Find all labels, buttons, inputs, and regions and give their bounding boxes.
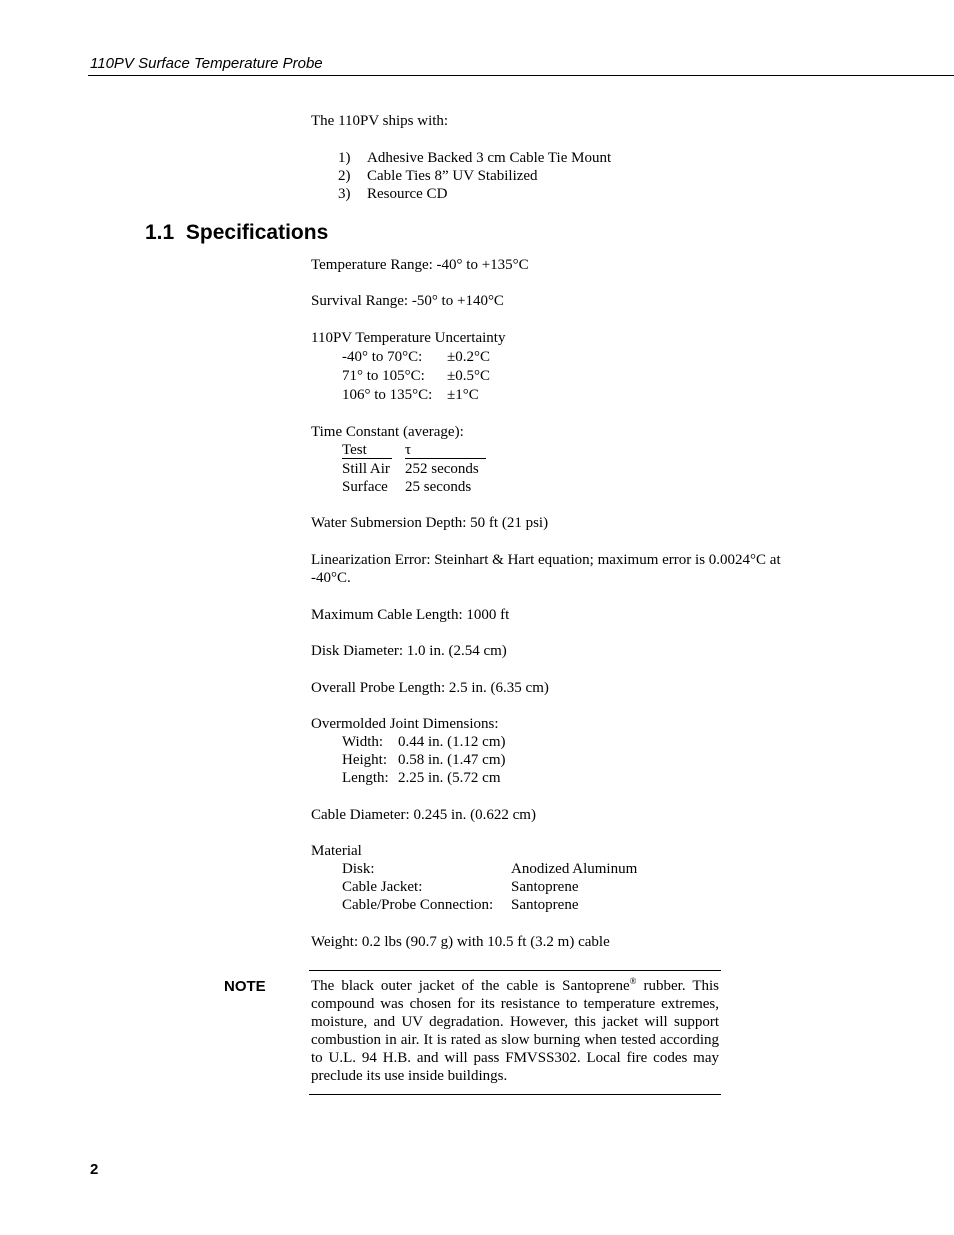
joint-dimension-label: Height: — [342, 752, 387, 768]
disk-diameter: Disk Diameter: 1.0 in. (2.54 cm) — [311, 643, 507, 659]
list-item: Adhesive Backed 3 cm Cable Tie Mount — [367, 150, 612, 166]
linearization-error-continued: -40°C. — [311, 570, 351, 586]
material-part: Cable/Probe Connection: — [342, 897, 494, 913]
time-constant-value: 252 seconds — [405, 461, 479, 477]
time-constant-heading: Time Constant (average): — [311, 424, 464, 440]
joint-dimensions-heading: Overmolded Joint Dimensions: — [311, 716, 499, 732]
list-item-number: 1) — [338, 150, 351, 166]
page-number: 2 — [90, 1161, 99, 1178]
survival-range: Survival Range: -50° to +140°C — [311, 293, 504, 309]
joint-dimension-label: Width: — [342, 734, 384, 750]
note-top-rule — [309, 970, 721, 971]
list-item: Cable Ties 8” UV Stabilized — [367, 168, 538, 184]
cable-diameter: Cable Diameter: 0.245 in. (0.622 cm) — [311, 807, 536, 823]
time-constant-value: 25 seconds — [405, 479, 472, 495]
section-heading — [145, 219, 328, 247]
weight: Weight: 0.2 lbs (90.7 g) with 10.5 ft (3.2 m) cable — [311, 934, 610, 950]
section-number: 1.1 — [145, 221, 175, 244]
linearization-error: Linearization Error: Steinhart & Hart equation; maximum error is 0.0024°C at — [311, 552, 781, 568]
material-value: Anodized Aluminum — [511, 861, 638, 877]
joint-dimension-value: 0.58 in. (1.47 cm) — [398, 752, 506, 768]
material-value: Santoprene — [511, 879, 579, 895]
note-text: The black outer jacket of the cable is Santoprene® rubber. This compound was chosen for its resistance to temperature extremes, moisture, and UV degradation. However, this jacket will support combustion in air. It is rated as slow burning when tested according to U.L. 94 H.B. and will pass FMVSS302. Local fire codes may preclude its use inside buildings. — [311, 976, 719, 1084]
note-bottom-rule — [309, 1094, 721, 1095]
material-part: Cable Jacket: — [342, 879, 423, 895]
joint-dimension-label: Length: — [342, 770, 389, 786]
uncertainty-range: 71° to 105°C: — [342, 368, 425, 384]
time-constant-column-tau: τ — [405, 441, 486, 459]
note-label: NOTE — [224, 978, 266, 995]
joint-dimension-value: 0.44 in. (1.12 cm) — [398, 734, 506, 750]
time-constant-test: Surface — [342, 479, 388, 495]
temperature-range: Temperature Range: -40° to +135°C — [311, 257, 529, 273]
uncertainty-value: ±0.2°C — [447, 349, 490, 365]
water-submersion-depth: Water Submersion Depth: 50 ft (21 psi) — [311, 515, 549, 531]
uncertainty-range: -40° to 70°C: — [342, 349, 423, 365]
list-item-number: 3) — [338, 186, 351, 202]
uncertainty-value: ±0.5°C — [447, 368, 490, 384]
list-item-number: 2) — [338, 168, 351, 184]
max-cable-length: Maximum Cable Length: 1000 ft — [311, 607, 510, 623]
list-item: Resource CD — [367, 186, 448, 202]
ships-with-intro: The 110PV ships with: — [311, 113, 449, 129]
uncertainty-value: ±1°C — [447, 387, 479, 403]
joint-dimension-value: 2.25 in. (5.72 cm — [398, 770, 501, 786]
registered-mark: ® — [629, 976, 637, 986]
time-constant-test: Still Air — [342, 461, 390, 477]
section-title: Specifications — [185, 221, 329, 244]
uncertainty-heading: 110PV Temperature Uncertainty — [311, 330, 506, 346]
material-part: Disk: — [342, 861, 375, 877]
material-value: Santoprene — [511, 897, 579, 913]
header-rule — [88, 75, 954, 76]
uncertainty-range: 106° to 135°C: — [342, 387, 433, 403]
running-header-title: 110PV Surface Temperature Probe — [90, 55, 323, 72]
material-heading: Material — [311, 843, 362, 859]
overall-probe-length: Overall Probe Length: 2.5 in. (6.35 cm) — [311, 680, 549, 696]
time-constant-column-test: Test — [342, 441, 392, 459]
